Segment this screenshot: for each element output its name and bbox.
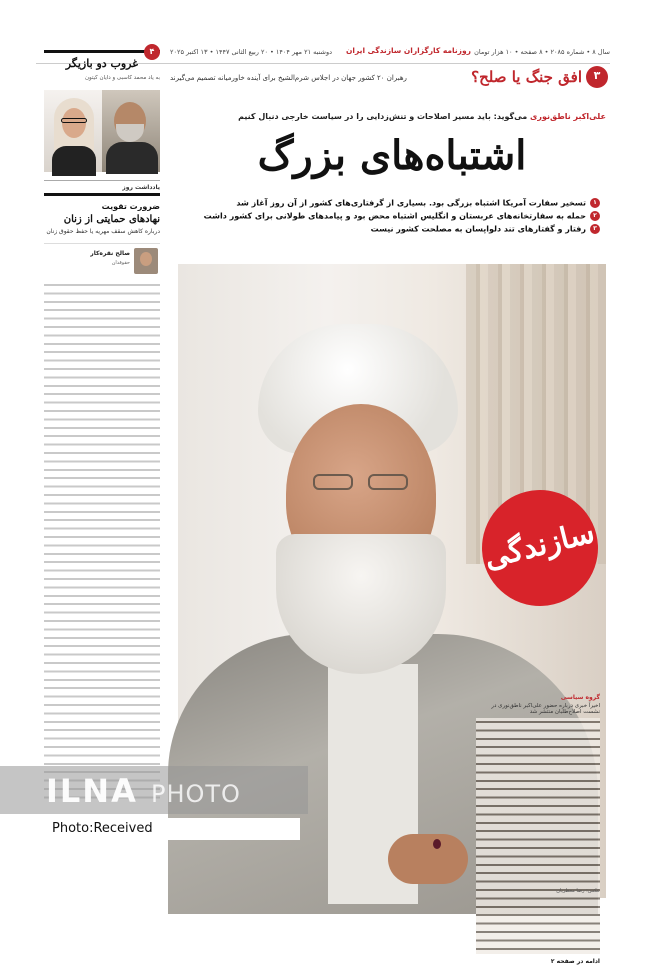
watermark-brand: ILNA — [46, 772, 138, 810]
key-points — [180, 198, 600, 237]
top-headline-bar — [170, 66, 610, 90]
editorial-kicker: ضرورت تقویت — [101, 202, 160, 211]
story-lead: اخیراً خبری درباره حضور علی‌اکبر ناطق‌نوری در نشست اصلاح‌طلبان منتشر شد — [491, 703, 600, 715]
quote-speaker: علی‌اکبر ناطق‌نوری — [530, 112, 606, 121]
main-headline: اشتباه‌های بزرگ — [257, 132, 527, 179]
lead-quote — [238, 112, 606, 121]
page-badge-label: افق — [592, 82, 602, 88]
quote-text: می‌گوید: باید مسیر اصلاحات و تنش‌زدایی را در سیاست خارجی دنبال کنیم — [238, 112, 528, 121]
ring — [433, 839, 441, 849]
editorial-body — [44, 281, 160, 801]
key-point: ۱تسخیر سفارت آمریکا اشتباه بزرگی بود. بسیاری از گرفتاری‌های کشور از آن روز آغاز شد — [180, 198, 600, 208]
left-page-badge: ۴ — [144, 44, 160, 60]
continue-note: ادامه در صفحه ۲ — [550, 958, 600, 965]
story-kicker: گروه سیاسی — [560, 694, 600, 701]
key-point: ۳رفتار و گفتارهای تند دلواپسان به مصلحت کشور نیست — [180, 224, 600, 234]
key-point: ۲حمله به سفارتخانه‌های عربستان و انگلیس اشتباه محض بود و پیامدهای طولانی برای کشور داشت — [180, 211, 600, 221]
actors-portraits — [44, 90, 160, 172]
section-rule — [44, 193, 160, 196]
section-label: یادداشت روز — [44, 180, 160, 191]
watermark-caption: Photo:Received — [46, 818, 300, 840]
glasses-icon — [313, 474, 353, 490]
page-badge-number: ۳ — [593, 69, 601, 82]
story-body-lines — [476, 718, 600, 954]
author-photo — [134, 248, 158, 274]
issue-info: سال ۸ • شماره ۲۰۸۵ • ۸ صفحه • ۱۰ هزار تومان — [474, 48, 610, 56]
photo-credit: عکس: رضا معطریان — [556, 888, 600, 894]
dateline: دوشنبه ۲۱ مهر ۱۴۰۴ • ۲۰ ربیع الثانی ۱۴۴۷ • ۱۳ اکتبر ۲۰۲۵ — [170, 48, 333, 56]
portrait-woman — [44, 90, 102, 172]
top-subline: رهبران ۲۰ کشور جهان در اجلاس شرم‌الشیخ برای آینده خاورمیانه تصمیم می‌گیرند — [170, 74, 407, 82]
hand — [388, 834, 468, 884]
top-headline: افق جنگ یا صلح؟ — [471, 68, 582, 86]
portrait-man — [102, 90, 160, 172]
paper-title: روزنامه کارگزاران سازندگی ایران — [346, 46, 471, 55]
page-badge — [586, 66, 608, 88]
story-text — [476, 694, 600, 965]
left-feature-title: غروب دو بازیگر — [65, 57, 138, 70]
editorial-deck: درباره کاهش سقف مهریه یا حفظ حقوق زنان — [46, 228, 160, 235]
left-feature-header — [44, 47, 160, 84]
watermark-suffix: PHOTO — [150, 780, 241, 808]
watermark-logo — [46, 772, 241, 810]
author-name: صالح نقره‌کار — [90, 250, 130, 257]
editorial-headline: نهادهای حمایتی از زنان — [63, 214, 160, 225]
author-block — [44, 243, 160, 275]
left-feature-subtitle: به یاد محمد کاسبی و دایان کیتون — [84, 75, 160, 81]
author-role: حقوقدان — [111, 260, 130, 266]
sazandegi-logo: سازندگی — [470, 478, 611, 619]
